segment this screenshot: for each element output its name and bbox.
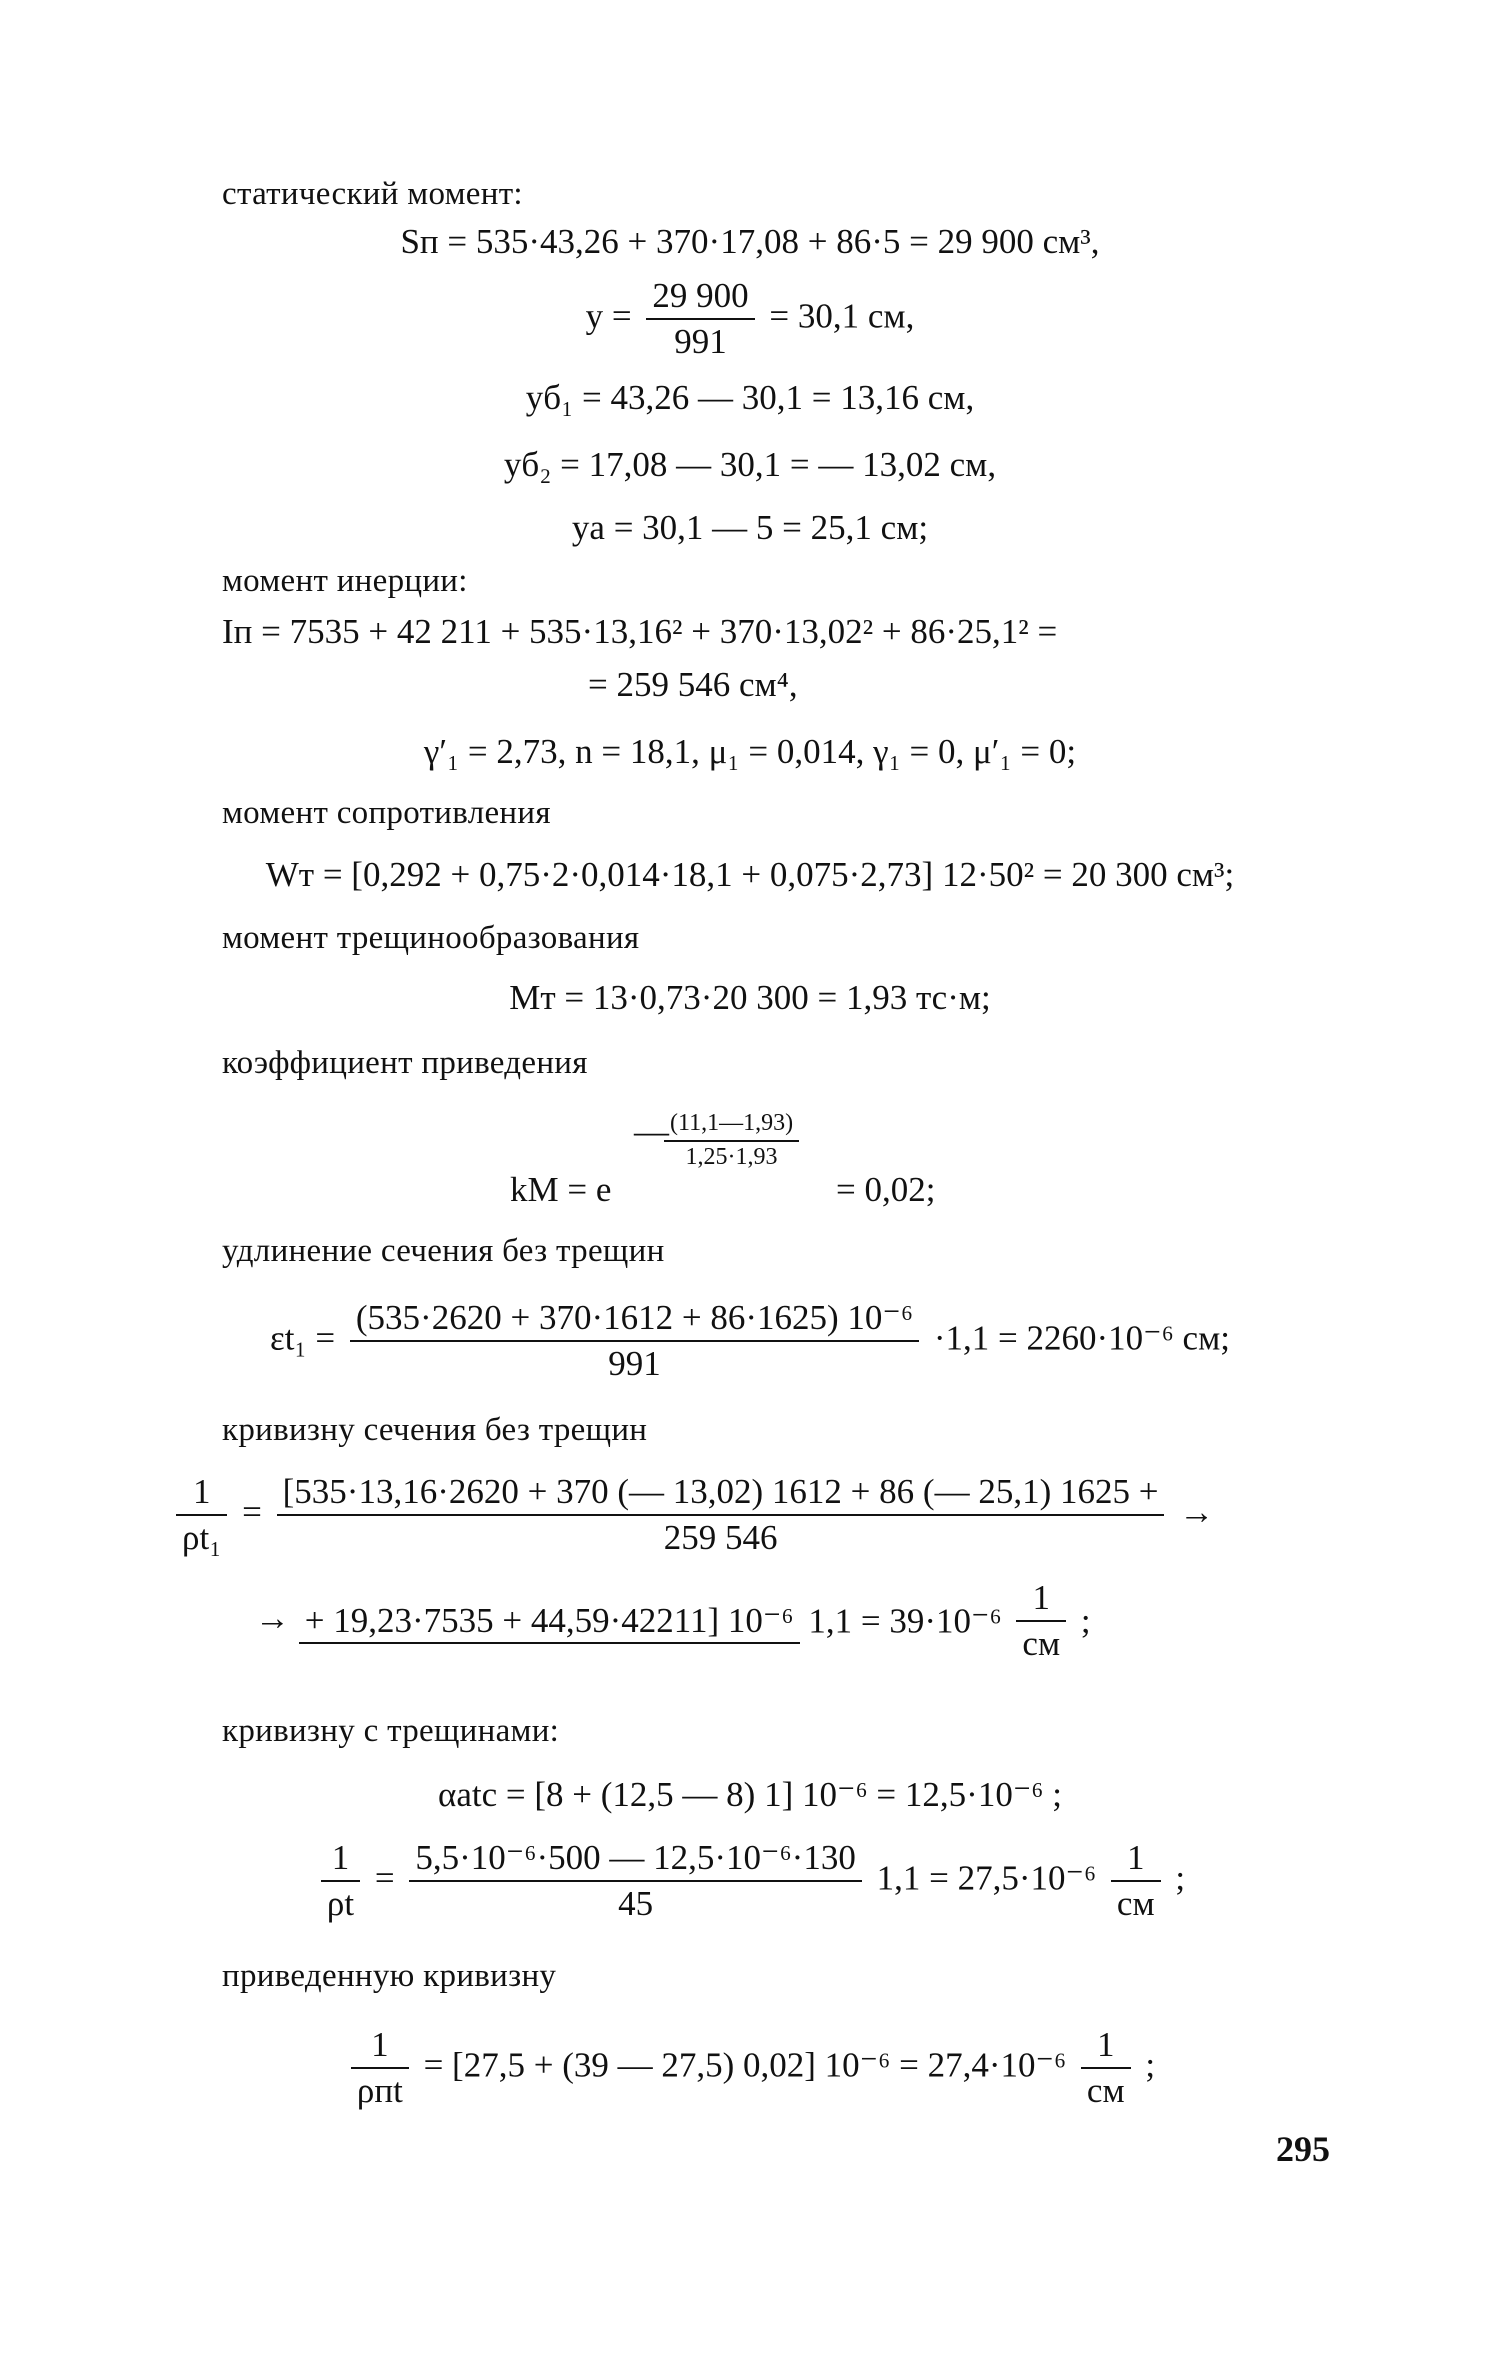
unit-numerator: 1 [1081,2025,1131,2069]
continuation-arrow: → [1179,1492,1215,1532]
equation-rho-line2 [255,1578,1091,1665]
y-rhs: = 30,1 см, [769,296,915,336]
label-resistance-moment: момент сопротивления [222,795,551,831]
equation-ip-line2: = 259 546 см⁴, [588,665,798,704]
label-inertia-moment: момент инерции: [222,563,468,599]
unit-numerator: 1 [1111,1838,1161,1882]
label-reduction-coef: коэффициент приведения [222,1045,588,1081]
rhopt-lhs-numerator: 1 [351,2025,409,2069]
label-reduced-curvature: приведенную кривизну [222,1958,557,1994]
semicolon: ; [1145,2045,1156,2085]
y-numerator: 29 900 [646,276,754,320]
et-fraction [350,1298,919,1385]
et-lhs: εt₁ = [270,1318,336,1358]
rho-numerator-line1: [535·13,16·2620 + 370 (— 13,02) 1612 + 86 (— 25,1) 1625 + [277,1472,1165,1516]
rhopt-lhs-denominator: ρпt [356,2071,403,2111]
rho-lhs-denominator: ρt₁ [182,1518,222,1558]
equation-alpha: αatc = [8 + (12,5 — 8) 1] 10⁻⁶ = 12,5·10⁻⁶ ; [438,1775,1062,1814]
unit-denominator: см [1022,1624,1061,1664]
unit-denominator: см [1086,2071,1125,2111]
rhot-lhs-numerator: 1 [321,1838,360,1882]
y-lhs: y = [585,296,632,336]
equation-params: γ′₁ = 2,73, n = 18,1, μ₁ = 0,014, γ₁ = 0, μ′₁ = 0; [423,732,1077,771]
equation-yb2: yб₂ = 17,08 — 30,1 = — 13,02 см, [503,445,997,484]
unit-denominator: см [1116,1884,1155,1924]
rho-rhs: 1,1 = 39·10⁻⁶ [808,1601,1002,1641]
unit-fraction [1111,1838,1161,1925]
rhot-denominator: 45 [618,1884,654,1924]
label-elongation: удлинение сечения без трещин [222,1233,665,1269]
rho-lhs-numerator: 1 [176,1472,227,1516]
equation-sp: Sп = 535·43,26 + 370·17,08 + 86·5 = 29 900 см³, [400,222,1100,261]
km-exp-numerator: (11,1—1,93) [664,1110,799,1142]
rhopt-rhs: = [27,5 + (39 — 27,5) 0,02] 10⁻⁶ = 27,4·10⁻⁶ [423,2045,1067,2085]
page-number: 295 [1276,2129,1330,2169]
equation-ya: yа = 30,1 — 5 = 25,1 см; [571,508,929,547]
equation-rhot: $\frac{1}{\rho t}$ = $\frac{\text{5,5·10⁻⁶·500 — 12,5·10⁻⁶·130}}{45}$ 1,1 = 27,5·10⁻⁶ $\frac{1}{см}$ ; [0,1838,1500,1925]
rhot-numerator: 5,5·10⁻⁶·500 — 12,5·10⁻⁶·130 [409,1838,861,1882]
km-lhs: kM = e [510,1170,612,1209]
et-rhs: ·1,1 = 2260·10⁻⁶ см; [933,1318,1230,1358]
equation-yb1: yб₁ = 43,26 — 30,1 = 13,16 см, [525,378,975,417]
equation-et [0,1298,1500,1385]
label-cracking-moment: момент трещинообразования [222,920,640,956]
km-exponent-fraction [664,1110,799,1171]
equation-rho-line1: $\frac{1}{\text{ρt₁}}$ = $\frac{[535\cdot 13,16\cdot 2620 + 370 (— 13,02) 1612 + 86 (— 25,1) 1625 +}{259 546}$ → [170,1472,1214,1559]
km-exp-denominator: 1,25·1,93 [685,1143,778,1170]
rhopt-lhs-fraction [351,2025,409,2112]
semicolon: ; [1175,1858,1186,1898]
continuation-arrow: → [255,1598,290,1638]
rhot-main-fraction [409,1838,861,1925]
rho-denominator: 259 546 [663,1518,778,1558]
rhot-lhs-denominator: ρt [326,1884,355,1924]
et-numerator: (535·2620 + 370·1612 + 86·1625) 10⁻⁶ [350,1298,919,1342]
et-denominator: 991 [608,1344,661,1384]
label-curvature-cracks: кривизну с трещинами: [222,1713,560,1749]
equation-mt: Mт = 13·0,73·20 300 = 1,93 тс·м; [509,978,991,1017]
equation-wt: Wт = [0,292 + 0,75·2·0,014·18,1 + 0,075·2,73] 12·50² = 20 300 см³; [265,855,1235,894]
rho-lhs-fraction [176,1472,227,1559]
unit-numerator: 1 [1016,1578,1066,1622]
rho-numerator-line2: + 19,23·7535 + 44,59·42211] 10⁻⁶ [299,1601,800,1644]
rhot-rhs: 1,1 = 27,5·10⁻⁶ [876,1858,1097,1898]
y-fraction [646,276,754,363]
equation-rhopt [0,2025,1500,2112]
rhot-lhs-fraction [321,1838,360,1925]
y-denominator: 991 [674,322,727,362]
equation-ip-line1: Iп = 7535 + 42 211 + 535·13,16² + 370·13,02² + 86·25,1² = [222,612,1058,651]
km-exp-sign: — [634,1112,669,1151]
unit-fraction [1016,1578,1066,1665]
rho-main-fraction [277,1472,1165,1559]
label-curvature-no-cracks: кривизну сечения без трещин [222,1412,648,1448]
label-static-moment: статический момент: [222,176,523,212]
km-rhs: = 0,02; [836,1170,936,1209]
unit-fraction [1081,2025,1131,2112]
equation-y [0,276,1500,363]
semicolon: ; [1080,1601,1091,1641]
